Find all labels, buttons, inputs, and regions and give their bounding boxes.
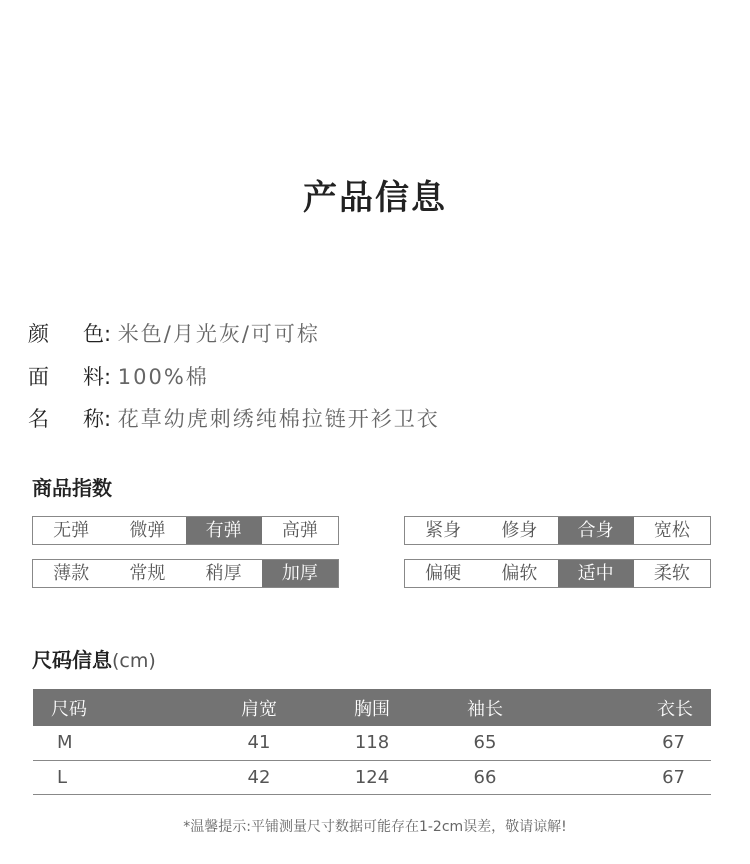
info-label: 名 称: (28, 407, 112, 431)
scale-option: 柔软 (653, 563, 690, 584)
scale-option: 修身 (501, 520, 538, 541)
scale-option: 适中 (558, 560, 634, 587)
table-row (33, 760, 711, 794)
info-value: 花草幼虎刺绣纯棉拉链开衫卫衣 (117, 407, 440, 431)
table-cell: L (33, 760, 203, 794)
header-length: 衣长 (542, 689, 712, 726)
info-value: 100%棉 (117, 365, 209, 389)
scale-option: 宽松 (653, 520, 690, 541)
scale-option: 紧身 (425, 520, 462, 541)
scale-option: 合身 (558, 517, 634, 544)
scale-option: 微弹 (129, 520, 166, 541)
size-table-header (33, 689, 711, 726)
scale-option: 加厚 (262, 560, 338, 587)
scale-option: 稍厚 (205, 563, 242, 584)
header-sleeve: 袖长 (429, 689, 542, 726)
info-label: 颜 色: (28, 322, 112, 346)
scale-option: 偏软 (501, 563, 538, 584)
info-row-name (28, 403, 440, 433)
info-value: 米色/月光灰/可可棕 (117, 322, 320, 346)
index-section-title: 商品指数 (32, 476, 112, 500)
softness-scale (404, 559, 711, 588)
page-title: 产品信息 (303, 178, 447, 218)
header-chest: 胸围 (316, 689, 429, 726)
table-cell: 41 (203, 726, 316, 760)
info-row-color (28, 318, 320, 348)
scale-option: 有弹 (186, 517, 262, 544)
thickness-scale (32, 559, 339, 588)
header-shoulder: 肩宽 (203, 689, 316, 726)
header-size: 尺码 (33, 689, 203, 726)
table-cell: 118 (316, 726, 429, 760)
size-unit: (cm) (112, 650, 156, 672)
table-cell: 65 (429, 726, 542, 760)
scale-option: 常规 (129, 563, 166, 584)
size-section-title: 尺码信息(cm) (32, 648, 156, 672)
table-cell: 42 (203, 760, 316, 794)
info-label: 面 料: (28, 365, 112, 389)
table-row (33, 726, 711, 760)
footnote: *温馨提示:平铺测量尺寸数据可能存在1-2cm误差，敬请谅解! (183, 819, 567, 835)
scale-option: 偏硬 (425, 563, 462, 584)
scale-option: 无弹 (53, 520, 90, 541)
fit-scale (404, 516, 711, 545)
size-table (33, 689, 711, 795)
table-cell: 67 (542, 760, 712, 794)
table-cell: 66 (429, 760, 542, 794)
table-cell: 67 (542, 726, 712, 760)
table-cell: M (33, 726, 203, 760)
table-cell: 124 (316, 760, 429, 794)
info-row-material (28, 361, 209, 391)
scale-option: 高弹 (281, 520, 318, 541)
elasticity-scale (32, 516, 339, 545)
scale-option: 薄款 (53, 563, 90, 584)
